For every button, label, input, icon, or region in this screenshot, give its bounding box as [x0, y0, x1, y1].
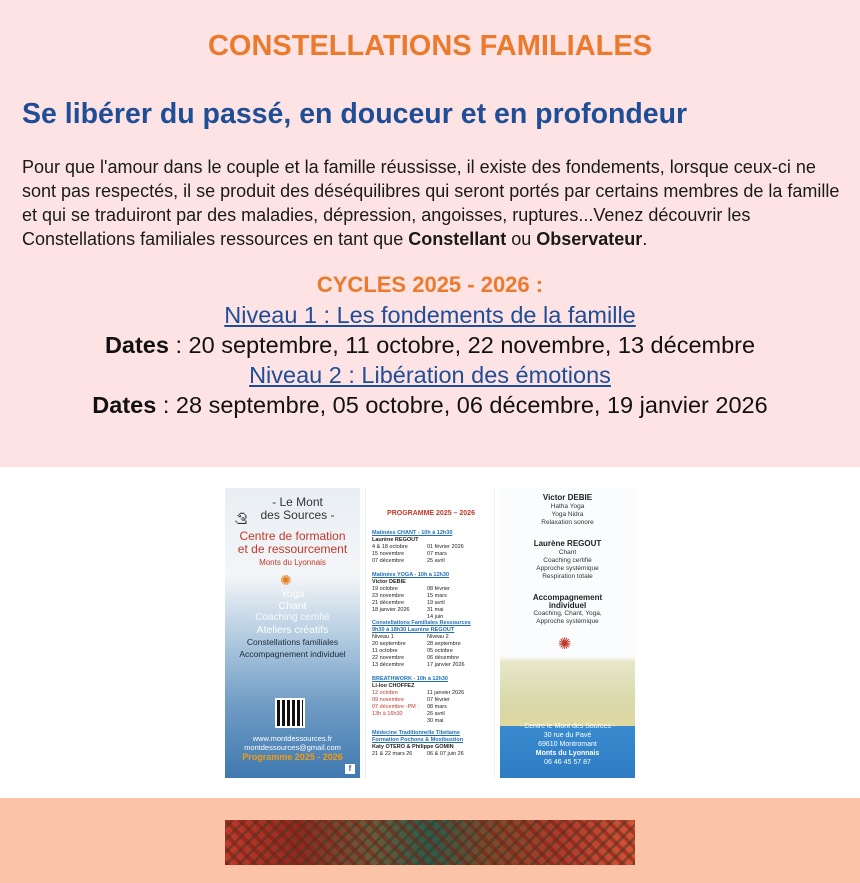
level-2-dates [0, 392, 860, 419]
intro-mid: ou [506, 229, 537, 249]
program-cf-heading: Constellations Familiales Ressources [372, 620, 471, 626]
person-victor-name: Victor DEBIE [542, 493, 593, 502]
program-yoga [372, 572, 494, 621]
level-1-dates-value: : 20 septembre, 11 octobre, 22 novembre, 13 décembre [168, 332, 756, 358]
program-title: PROGRAMME 2025 – 2026 [387, 510, 475, 517]
program-cf-col2: Niveau 2 28 septembre 05 octobre 06 décembre 17 janvier 2026 [427, 634, 465, 668]
footer-address-2: 69610 Montromant [538, 741, 597, 748]
program-cf-col1: Niveau 1 20 septembre 11 octobre 22 novembre 13 décembre [372, 634, 406, 668]
footer-phone: 06 46 45 57 87 [544, 759, 591, 766]
program-mt-name: Katy OTERO & Philippe GOMIN [372, 744, 454, 750]
program-bw-col1: 12 octobre 09 novembre 07 décembre -PM : 13h à 16h30 [372, 690, 419, 717]
program-mtt [372, 730, 494, 758]
brochure-program: Programme 2025 - 2026 [242, 752, 343, 762]
service-item: Chant [278, 600, 307, 612]
service-item: Constellations familiales [246, 637, 339, 647]
swirl-icon: ࡤ [233, 508, 251, 528]
brochure-footer [500, 722, 635, 767]
program-cf-time: 9h30 à 18h30 Laurène REGOUT [372, 627, 455, 633]
person-laurene-lines: Chant Coaching certifié Approche systémique Respiration totale [536, 549, 599, 580]
page-subtitle: Se libérer du passé, en douceur et en profondeur [22, 98, 688, 130]
person-victor [500, 494, 635, 527]
program-mt-col2: 06 & 07 juin 26 [427, 751, 464, 757]
brochure-website: www.montdessources.fr [252, 734, 333, 743]
program-chant-col2: 01 février 2026 07 mars 25 avril [427, 544, 464, 564]
brochure-name-line2: des Sources - [260, 508, 335, 522]
brochure-services [225, 588, 360, 660]
brochure-center-line2: et de ressourcement [237, 542, 348, 556]
intro-observateur: Observateur [536, 229, 643, 249]
page-title: CONSTELLATIONS FAMILIALES [207, 30, 653, 62]
intro-paragraph [22, 155, 844, 251]
brochure-region: Monts du Lyonnais [259, 558, 326, 567]
program-chant-heading: Matinées CHANT - 10h à 12h30 [372, 530, 453, 536]
brochure-left-panel [225, 488, 360, 778]
facebook-icon: f [345, 764, 355, 774]
sun-icon: ✺ [280, 572, 292, 588]
level-2-link[interactable]: Niveau 2 : Libération des émotions [249, 362, 611, 388]
program-yoga-heading: Matinées YOGA - 10h à 12h30 [372, 572, 450, 578]
person-laurene-name: Laurène REGOUT [533, 539, 602, 548]
program-yoga-name: Victor DEBIE [372, 579, 406, 585]
program-breathwork [372, 676, 494, 725]
program-cf [372, 620, 494, 669]
brochure-right-panel [500, 488, 635, 778]
program-chant [372, 530, 494, 565]
service-item: Accompagnement individuel [239, 649, 346, 659]
program-bw-heading: BREATHWORK - 10h à 12h30 [372, 676, 448, 682]
rug-image [225, 820, 635, 865]
program-chant-name: Laurène REGOUT [372, 537, 419, 543]
brochure-middle-panel [365, 488, 495, 778]
level-1-dates [0, 332, 860, 359]
person-laurene [500, 540, 635, 581]
level-2-dates-value: : 28 septembre, 05 octobre, 06 décembre, 19 janvier 2026 [156, 392, 768, 418]
program-yoga-col2: 08 février 15 mars 19 avril 31 mai 14 juin [427, 586, 450, 620]
brochure-center [227, 530, 358, 556]
cycles-heading: CYCLES 2025 - 2026 : [316, 272, 544, 297]
intro-end: . [642, 229, 648, 249]
program-chant-col1: 4 & 18 octobre 15 novembre 07 décembre [372, 544, 408, 564]
brochure-name-line1: - Le Mont [272, 495, 323, 509]
person-victor-lines: Hatha Yoga Yoga Nidra Relaxation sonore [541, 503, 594, 526]
intro-constellant: Constellant [408, 229, 507, 249]
accompagnement [500, 594, 635, 626]
program-bw-name: Li-loo CHOFFEZ [372, 683, 415, 689]
footer-region: Monts du Lyonnais [535, 750, 600, 757]
accompagnement-lines: Coaching, Chant, Yoga, Approche systémique [533, 610, 602, 625]
footer-address-1: 30 rue du Pavé [543, 732, 592, 739]
qr-code-icon [277, 700, 303, 726]
footer-center: - Centre le Mont des Sources - [519, 723, 616, 730]
brochure-name [235, 496, 360, 522]
brochure-image[interactable] [225, 488, 635, 778]
service-item: Ateliers créatifs [256, 624, 329, 636]
accompagnement-title: Accompagnement individuel [532, 593, 603, 610]
brochure-contact [225, 734, 360, 752]
level-2-dates-label: Dates [92, 392, 157, 418]
brochure-center-line1: Centre de formation [239, 529, 346, 543]
level-1-dates-label: Dates [104, 332, 169, 358]
sun-icon: ✺ [558, 636, 572, 653]
level-1-link[interactable]: Niveau 1 : Les fondements de la famille [224, 302, 636, 328]
service-item: Yoga [280, 588, 305, 600]
program-mt-col1: 21 & 22 mars 26 [372, 751, 413, 757]
service-item: Coaching certifié [255, 612, 330, 623]
intro-text: Pour que l'amour dans le couple et la famille réussisse, il existe des fondements, lorsque ceux-ci ne sont pas respectés, il se produit des déséquilibres qui seront portés par certains membres de la famille et qui se traduiront par des maladies, dépression, angoisses, ruptures...Venez découvrir les Constellations familiales ressources en tant que [22, 157, 840, 249]
program-yoga-col1: 19 octobre 23 novembre 21 décembre 18 janvier 2026 [372, 586, 410, 613]
program-mt-heading: Médecine Traditionnelle Tibétaine Formation Pochons & Moxibustion [372, 730, 464, 743]
brochure-email: montdessources@gmail.com [244, 743, 341, 752]
program-bw-col2: 11 janvier 2026 07 février 08 mars 26 avril 30 mai [427, 690, 465, 724]
